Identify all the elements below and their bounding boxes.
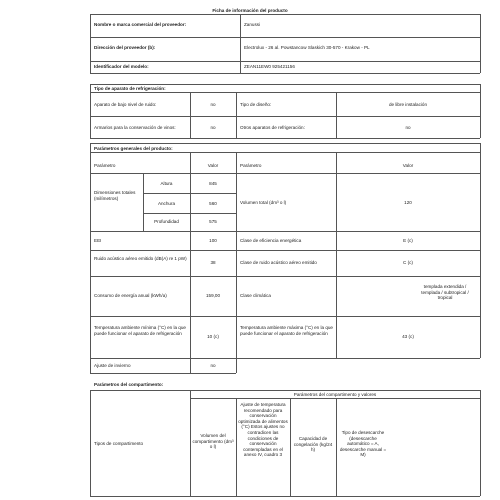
document-title: Ficha de información del producto [212, 8, 288, 13]
model-identifier-value: ZEAN11EW0 925421156 [244, 64, 295, 69]
col-param-header: Parámetro [94, 163, 116, 168]
appliance-type-header: Tipo de aparato de refrigeración: [94, 86, 166, 91]
dimensions-label: Dimensiones totales (milímetros) [94, 190, 136, 201]
other-appliance-label: Otros aparatos de refrigeración: [240, 125, 305, 130]
general-params-header: Parámetros generales del producto: [94, 146, 173, 151]
model-identifier-label: Identificador del modelo: [94, 64, 149, 69]
winter-setting-label: Ajuste de invierno [94, 363, 131, 368]
climate-class-label: Clase climática [240, 293, 271, 298]
total-volume-value: 120 [404, 200, 412, 205]
supplier-address-value: Electrolux - 26 al. Powstancow Slaskich 30-570 - Krakow - PL [244, 45, 370, 50]
max-temp-value: 43 (c) [402, 334, 414, 339]
col-compartment-type: Tipos de compartimento [94, 441, 144, 446]
col-compartment-volume: Volumen del compartimento (dm³ o l) [192, 433, 234, 450]
noise-class-value: C (c) [403, 260, 413, 265]
eei-value: 100 [209, 238, 217, 243]
noise-label: Ruido acústico aéreo emitido (dB(A) re 1 pW) [94, 256, 187, 261]
energy-class-value: E (c) [403, 238, 413, 243]
total-volume-label: Volumen total (dm³ o l) [240, 200, 287, 205]
compartment-params-header: Parámetros del compartimento: [94, 382, 164, 387]
other-appliance-value: no [405, 125, 411, 130]
col-value-header: Valor [207, 163, 219, 168]
height-label: Altura [160, 181, 173, 186]
supplier-address-label: Dirección del proveedor (b): [94, 45, 156, 50]
noise-class-label: Clase de ruido acústico aéreo emitido [240, 260, 317, 265]
climate-class-value: templada extendida / templada / subtropical / tropical [421, 284, 469, 301]
col-param2-header: Parámetro [240, 163, 262, 168]
noise-value: 38 [210, 260, 216, 265]
depth-label: Profundidad [154, 219, 179, 224]
col-recommended-temp: Ajuste de temperatura recomendado para conservación optimizada de alimentos (°C) Estos ajustes no contradicen las condiciones de conservación contempladas en el anexo IV, cuadro 3 [238, 402, 288, 458]
compartment-group-header: Parámetros del compartimento y valores [293, 392, 377, 397]
max-temp-label: Temperatura ambiente máxima (°C) en la que puede funcionar el aparato de refrigeración [240, 325, 333, 336]
min-temp-value: 10 (c) [207, 334, 219, 339]
width-value: 560 [209, 201, 217, 206]
supplier-name-label: Nombre o marca comercial del proveedor: [94, 22, 187, 27]
wine-cabinet-label: Armarios para la conservación de vinos: [94, 125, 176, 130]
depth-value: 575 [209, 219, 217, 224]
eei-label: EEI [94, 238, 102, 243]
annual-energy-value: 159,00 [205, 293, 221, 298]
design-type-label: Tipo de diseño: [240, 102, 272, 107]
col-freezing-capacity: Capacidad de congelación (kg/24 h) [293, 436, 333, 453]
annual-energy-label: Consumo de energía anual (kWh/a) [94, 293, 167, 298]
energy-class-label: Clase de eficiencia energética [240, 238, 302, 243]
col-defrost-type: Tipo de desescarche (desescarche automático = A, desescarche manual = M) [339, 430, 387, 458]
low-noise-value: no [210, 102, 216, 107]
min-temp-label: Temperatura ambiente mínima (°C) en la que puede funcionar el aparato de refrigeración [94, 325, 186, 336]
width-label: Anchura [157, 201, 176, 206]
design-type-value: de libre instalación [388, 102, 428, 107]
col-value2-header: Valor [402, 163, 414, 168]
winter-setting-value: no [210, 363, 216, 368]
supplier-name-value: Zanussi [244, 22, 261, 27]
low-noise-label: Aparato de bajo nivel de ruido: [94, 102, 157, 107]
height-value: 845 [209, 181, 217, 186]
wine-cabinet-value: no [210, 125, 216, 130]
